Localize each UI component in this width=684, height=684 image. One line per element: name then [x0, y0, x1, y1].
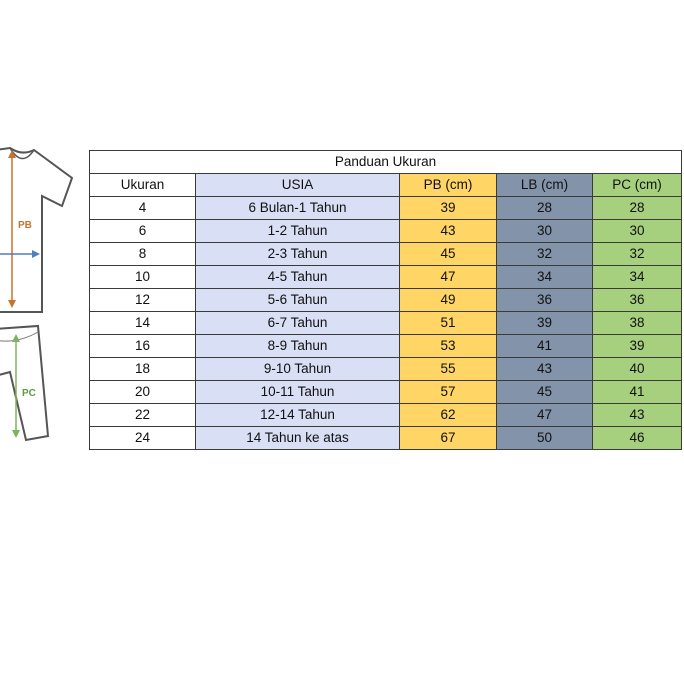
cell-age: 6 Bulan-1 Tahun: [196, 197, 400, 220]
size-guide-table: [89, 150, 682, 450]
header-size: Ukuran: [90, 174, 196, 197]
table-row: [90, 289, 682, 312]
cell-age: 10-11 Tahun: [196, 381, 400, 404]
cell-size: 10: [90, 266, 196, 289]
cell-pc: 43: [593, 404, 682, 427]
cell-age: 1-2 Tahun: [196, 220, 400, 243]
cell-pc: 46: [593, 427, 682, 450]
table-row: [90, 312, 682, 335]
cell-lb: 39: [497, 312, 593, 335]
shorts-outline: [0, 326, 48, 440]
cell-age: 5-6 Tahun: [196, 289, 400, 312]
table-row: [90, 220, 682, 243]
cell-size: 4: [90, 197, 196, 220]
cell-lb: 28: [497, 197, 593, 220]
header-age: USIA: [196, 174, 400, 197]
cell-lb: 43: [497, 358, 593, 381]
cell-size: 12: [90, 289, 196, 312]
table-row: [90, 404, 682, 427]
table-row: [90, 266, 682, 289]
cell-pc: 36: [593, 289, 682, 312]
table-row: [90, 243, 682, 266]
cell-age: 12-14 Tahun: [196, 404, 400, 427]
cell-pb: 67: [400, 427, 497, 450]
cell-pb: 53: [400, 335, 497, 358]
cell-pc: 41: [593, 381, 682, 404]
header-pb: PB (cm): [400, 174, 497, 197]
cell-pc: 39: [593, 335, 682, 358]
cell-size: 22: [90, 404, 196, 427]
cell-pb: 55: [400, 358, 497, 381]
header-lb: LB (cm): [497, 174, 593, 197]
cell-pc: 32: [593, 243, 682, 266]
garment-measurement-illustration: [0, 140, 84, 450]
table-row: [90, 197, 682, 220]
cell-pb: 45: [400, 243, 497, 266]
cell-age: 2-3 Tahun: [196, 243, 400, 266]
cell-pb: 62: [400, 404, 497, 427]
cell-size: 8: [90, 243, 196, 266]
cell-age: 9-10 Tahun: [196, 358, 400, 381]
shirt-outline: [0, 148, 72, 312]
table-title-row: [90, 151, 682, 174]
cell-pb: 57: [400, 381, 497, 404]
cell-size: 20: [90, 381, 196, 404]
table-row: [90, 358, 682, 381]
cell-age: 14 Tahun ke atas: [196, 427, 400, 450]
cell-lb: 50: [497, 427, 593, 450]
cell-size: 18: [90, 358, 196, 381]
table-row: [90, 427, 682, 450]
cell-size: 24: [90, 427, 196, 450]
table-header-row: [90, 174, 682, 197]
table-title: Panduan Ukuran: [90, 151, 682, 174]
cell-lb: 32: [497, 243, 593, 266]
cell-pc: 38: [593, 312, 682, 335]
cell-age: 4-5 Tahun: [196, 266, 400, 289]
cell-size: 16: [90, 335, 196, 358]
cell-pb: 39: [400, 197, 497, 220]
pc-label: PC: [22, 388, 36, 399]
cell-pc: 34: [593, 266, 682, 289]
cell-size: 6: [90, 220, 196, 243]
cell-pb: 43: [400, 220, 497, 243]
cell-pb: 51: [400, 312, 497, 335]
cell-age: 8-9 Tahun: [196, 335, 400, 358]
header-pc: PC (cm): [593, 174, 682, 197]
cell-lb: 30: [497, 220, 593, 243]
cell-pb: 49: [400, 289, 497, 312]
cell-lb: 36: [497, 289, 593, 312]
pb-label: PB: [18, 220, 32, 231]
table-body: [90, 197, 682, 450]
cell-lb: 41: [497, 335, 593, 358]
cell-lb: 45: [497, 381, 593, 404]
cell-pb: 47: [400, 266, 497, 289]
cell-pc: 30: [593, 220, 682, 243]
cell-size: 14: [90, 312, 196, 335]
table-row: [90, 335, 682, 358]
cell-pc: 28: [593, 197, 682, 220]
cell-lb: 47: [497, 404, 593, 427]
cell-pc: 40: [593, 358, 682, 381]
cell-lb: 34: [497, 266, 593, 289]
cell-age: 6-7 Tahun: [196, 312, 400, 335]
table-row: [90, 381, 682, 404]
